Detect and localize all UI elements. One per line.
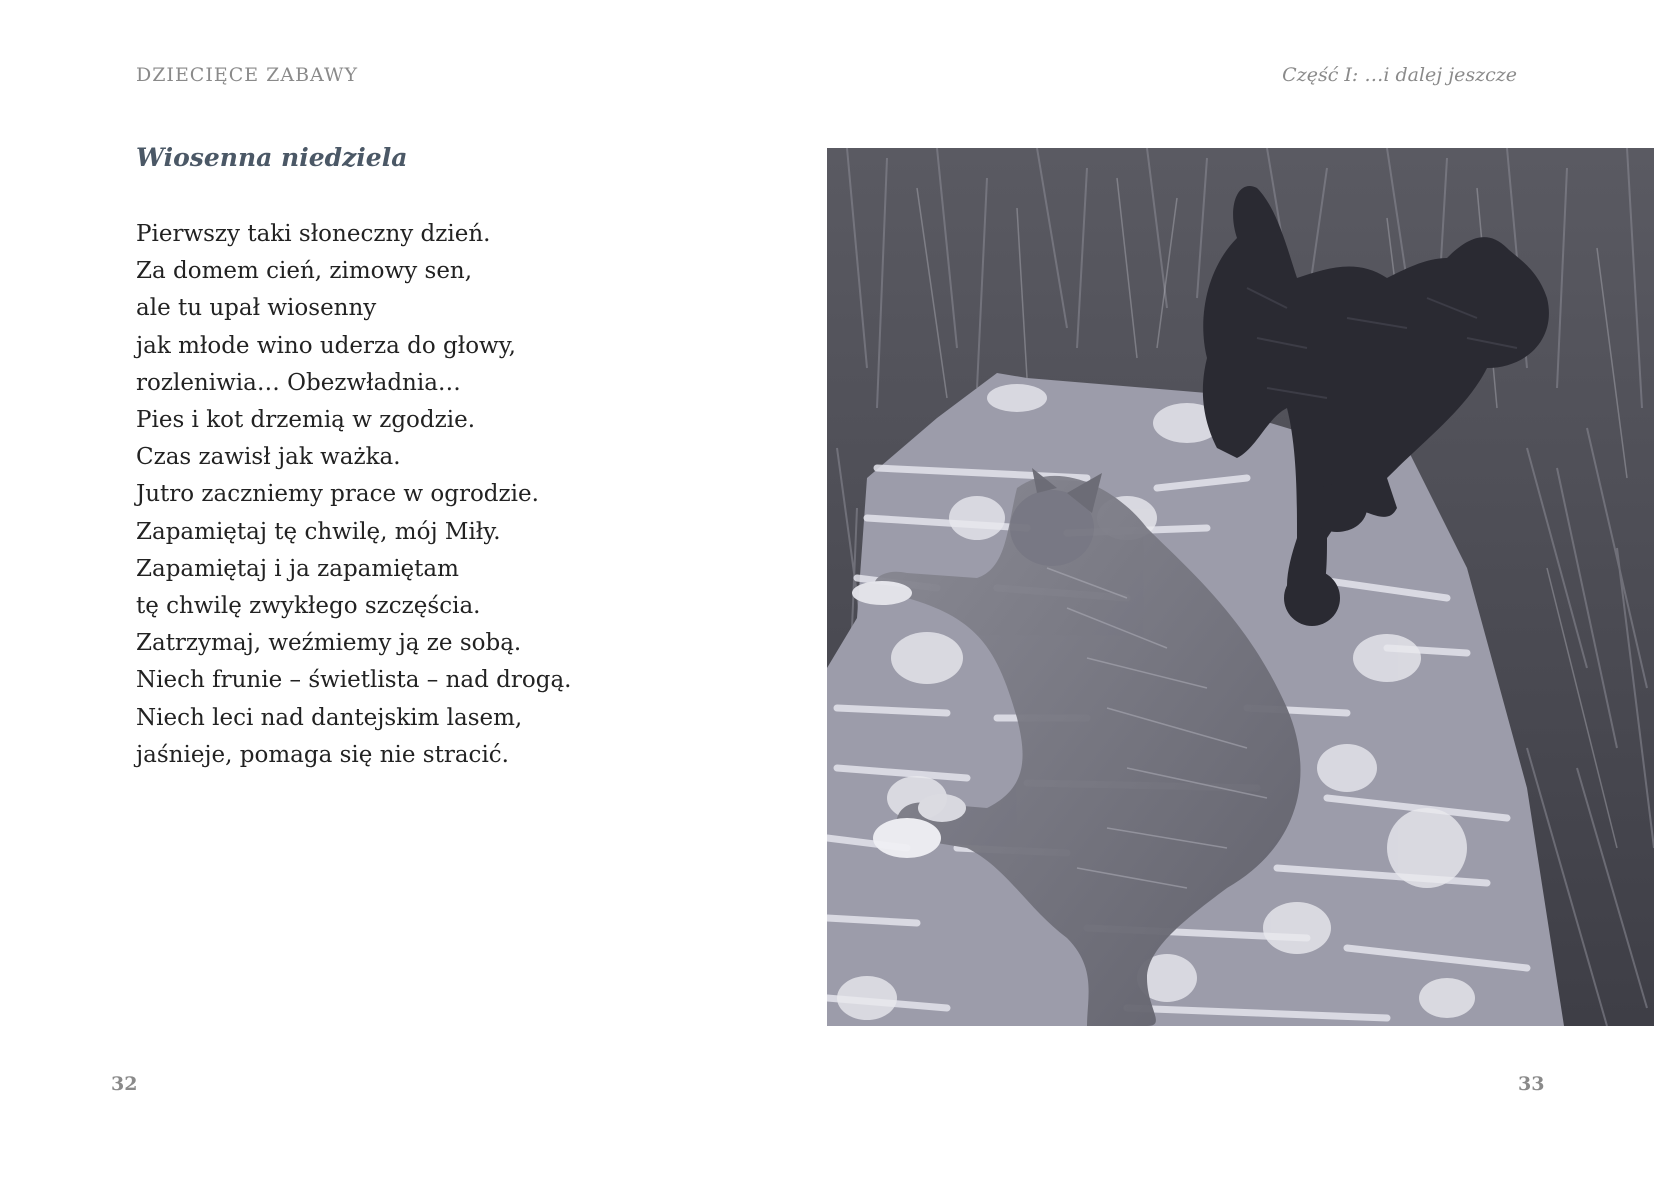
poem-line: Niech leci nad dantejskim lasem, [136,704,523,731]
poem-line: Zapamiętaj i ja zapamiętam [136,555,459,582]
poem-line: jak młode wino uderza do głowy, [136,332,516,359]
poem-line: Za domem cień, zimowy sen, [136,258,473,285]
poem-line: jaśnieje, pomaga się nie stracić. [136,741,509,768]
poem-line: Zapamiętaj tę chwilę, mój Miły. [136,518,501,545]
poem-line: Pies i kot drzemią w zgodzie. [136,407,476,434]
poem-line: Pierwszy taki słoneczny dzień. [136,221,491,247]
poem-line: tę chwilę zwykłego szczęścia. [136,593,481,620]
running-head-book-title: DZIECIĘCE ZABAWY [136,64,359,86]
page-number-right: 33 [1518,1073,1545,1095]
poem-line: Zatrzymaj, weźmiemy ją ze sobą. [136,630,522,657]
poem-body [136,216,696,774]
page-number-left: 32 [111,1073,138,1095]
poem-line: Jutro zaczniemy prace w ogrodzie. [136,481,539,508]
poem-line: rozleniwia… Obezwładnia… [136,369,461,396]
poem-title: Wiosenna niedziela [136,143,408,172]
poem-line: Czas zawisł jak ważka. [136,444,401,471]
photo-cat-and-dog-on-blanket [827,148,1654,1026]
poem-line: ale tu upał wiosenny [136,295,377,322]
poem-line: Niech frunie – świetlista – nad drogą. [136,667,572,694]
running-head-chapter: Część I: …i dalej jeszcze [1282,64,1517,86]
